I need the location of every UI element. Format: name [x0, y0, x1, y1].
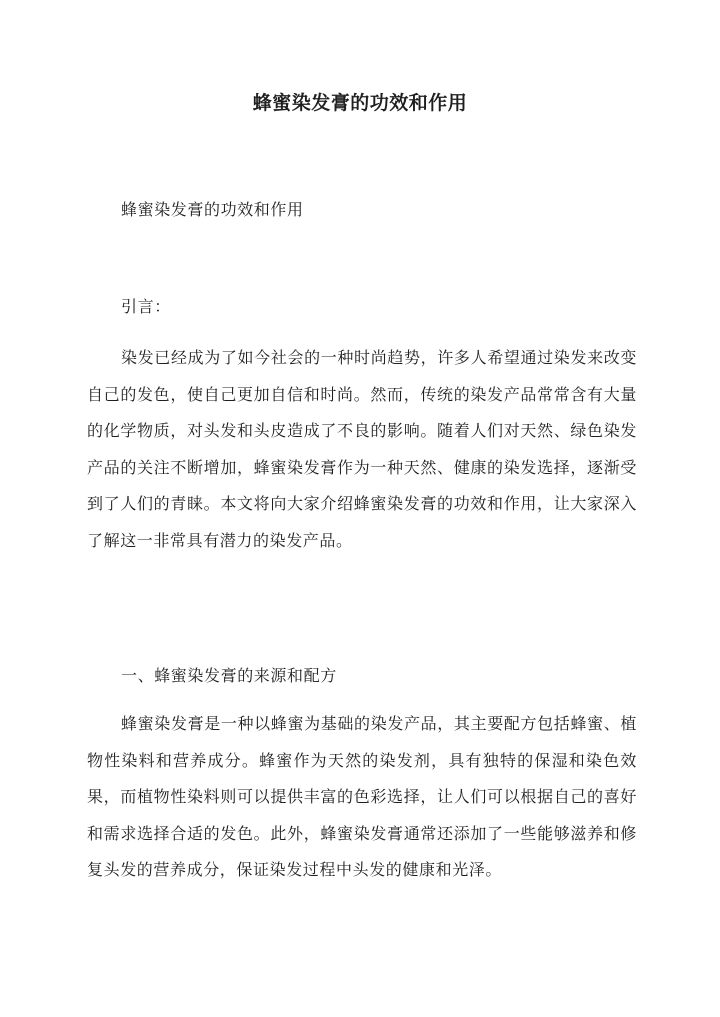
section-heading: 一、蜂蜜染发膏的来源和配方	[121, 666, 337, 685]
document-title: 蜂蜜染发膏的功效和作用	[252, 92, 468, 114]
section-paragraph: 蜂蜜染发膏是一种以蜂蜜为基础的染发产品，其主要配方包括蜂蜜、植物性染料和营养成分。蜂蜜作为天然的染发剂，具有独特的保湿和染色效果，而植物性染料则可以提供丰富的色彩选择，让人们可以根据自己的喜好和需求选择合适的发色。此外，蜂蜜染发膏通常还添加了一些能够滋养和修复头发的营养成分，保证染发过程中头发的健康和光泽。	[87, 714, 637, 879]
document-subtitle: 蜂蜜染发膏的功效和作用	[121, 200, 304, 219]
intro-heading: 引言：	[121, 297, 171, 316]
intro-paragraph: 染发已经成为了如今社会的一种时尚趋势，许多人希望通过染发来改变自己的发色，使自己更加自信和时尚。然而，传统的染发产品常常含有大量的化学物质，对头发和头皮造成了不良的影响。随着人们对天然、绿色染发产品的关注不断增加，蜂蜜染发膏作为一种天然、健康的染发选择，逐渐受到了人们的青睐。本文将向大家介绍蜂蜜染发膏的功效和作用，让大家深入了解这一非常具有潜力的染发产品。	[87, 348, 637, 550]
